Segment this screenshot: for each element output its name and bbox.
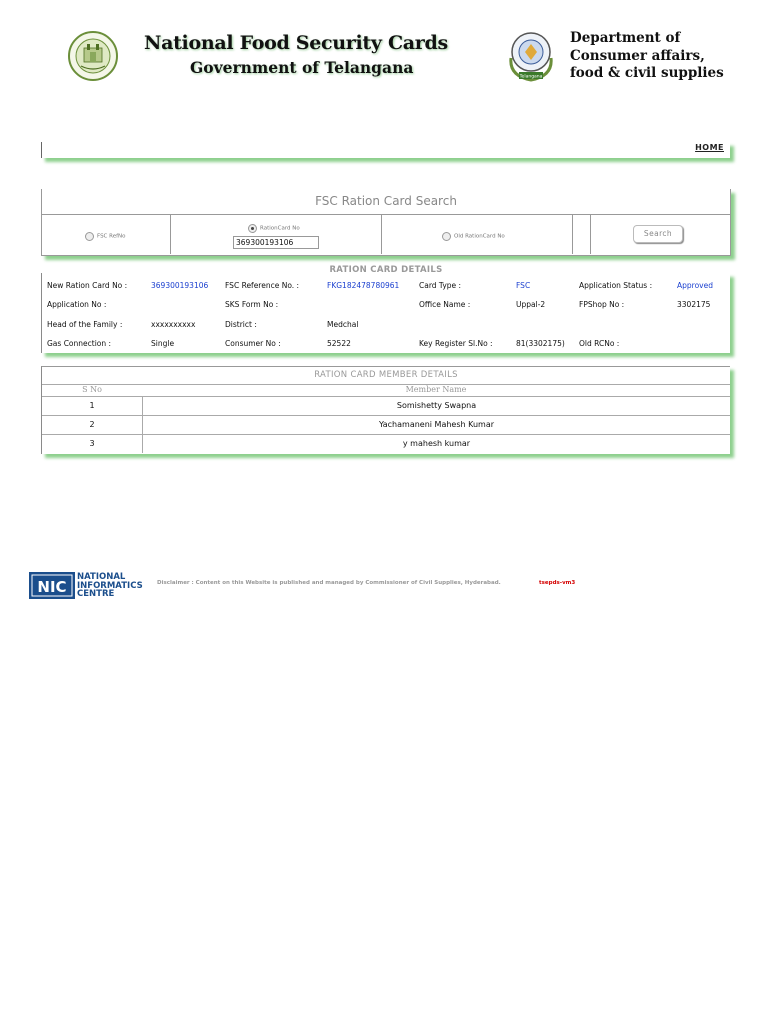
detail-label: Card Type :: [419, 281, 462, 290]
table-row: [42, 415, 730, 434]
department-line-1: Department of: [570, 30, 681, 46]
old-ration-card-radio[interactable]: [442, 232, 451, 241]
detail-value: Uppal-2: [516, 300, 546, 309]
members-title: RATION CARD MEMBER DETAILS: [42, 367, 730, 385]
department-line-2: Consumer affairs,: [570, 47, 705, 64]
department-emblem-icon: [503, 28, 559, 84]
nic-name: [77, 573, 143, 599]
member-details: [41, 366, 730, 454]
search-options-row: [42, 214, 730, 254]
detail-label: Application Status :: [579, 281, 653, 290]
detail-value: 52522: [327, 339, 351, 348]
member-sno: 1: [89, 401, 95, 410]
ration-card-radio[interactable]: [248, 224, 257, 233]
detail-label: Gas Connection :: [47, 339, 112, 348]
detail-value: Approved: [677, 281, 713, 290]
detail-value: 81(3302175): [516, 339, 565, 348]
ration-card-details: [41, 265, 730, 353]
ration-card-input[interactable]: 369300193106: [233, 236, 319, 249]
detail-label: Consumer No :: [225, 339, 281, 348]
detail-label: FPShop No :: [579, 300, 625, 309]
page-title: National Food Security Cards: [144, 32, 448, 54]
member-sno: 3: [89, 439, 95, 448]
detail-label: Old RCNo :: [579, 339, 620, 348]
emblem-ribbon-text: Telangana: [519, 74, 543, 80]
fsc-ref-radio[interactable]: [85, 232, 94, 241]
nic-logo-text: NIC: [37, 578, 67, 596]
page-subtitle: Government of Telangana: [190, 58, 414, 77]
option-ration-card: [170, 214, 382, 254]
nic-line-1: NATIONAL: [77, 572, 126, 582]
detail-value: 3302175: [677, 300, 711, 309]
member-name: Somishetty Swapna: [142, 397, 730, 415]
detail-label: SKS Form No :: [225, 300, 279, 309]
detail-value: xxxxxxxxxx: [151, 320, 196, 329]
detail-value: Medchal: [327, 320, 359, 329]
search-panel: [41, 189, 731, 256]
detail-label: District :: [225, 320, 257, 329]
department-line-3: food & civil supplies: [570, 65, 724, 81]
member-sno: 2: [89, 420, 95, 429]
nic-logo-icon: [29, 572, 75, 599]
search-button-cell: [590, 214, 730, 254]
table-row: [42, 396, 730, 415]
table-row: [42, 434, 730, 453]
fsc-ref-label: FSC RefNo: [97, 233, 126, 240]
telangana-emblem-icon: [67, 30, 119, 82]
detail-label: Head of the Family :: [47, 320, 123, 329]
col-header-sno: S No: [82, 385, 102, 394]
ration-card-label: RationCard No: [260, 225, 300, 232]
detail-label: FSC Reference No. :: [225, 281, 300, 290]
detail-value: FSC: [516, 281, 531, 290]
home-link[interactable]: HOME: [695, 143, 724, 152]
detail-label: Office Name :: [419, 300, 471, 309]
spacer-cell: [572, 214, 591, 254]
server-name: tsepds-vm3: [539, 580, 576, 586]
disclaimer-text: Disclaimer : Content on this Website is published and managed by Commissioner of Civil Supplies, Hyderabad.: [157, 580, 501, 586]
member-name: y mahesh kumar: [142, 435, 730, 453]
member-name: Yachamaneni Mahesh Kumar: [142, 416, 730, 434]
detail-label: Key Register Sl.No :: [419, 339, 493, 348]
nav-bar: [41, 142, 730, 158]
department-name: [570, 30, 740, 83]
search-button[interactable]: Search: [633, 225, 683, 243]
detail-label: New Ration Card No :: [47, 281, 128, 290]
option-fsc-ref: [42, 214, 171, 254]
nic-line-3: CENTRE: [77, 589, 115, 599]
old-ration-card-label: Old RationCard No: [454, 233, 505, 240]
option-old-ration-card: [381, 214, 573, 254]
detail-value: Single: [151, 339, 175, 348]
detail-value: 369300193106: [151, 281, 209, 290]
detail-value: FKG182478780961: [327, 281, 400, 290]
col-header-member-name: Member Name: [405, 385, 467, 394]
nic-line-2: INFORMATICS: [77, 580, 143, 591]
details-title: RATION CARD DETAILS: [329, 265, 443, 275]
search-panel-title: FSC Ration Card Search: [42, 189, 730, 215]
detail-label: Application No :: [47, 300, 107, 309]
